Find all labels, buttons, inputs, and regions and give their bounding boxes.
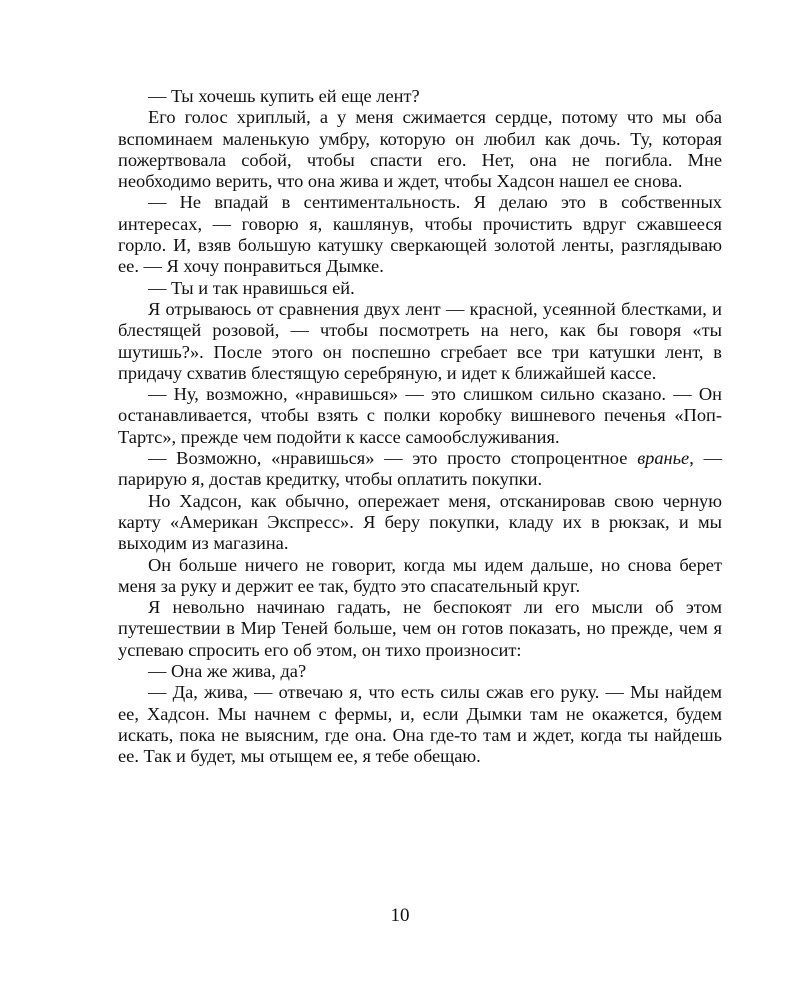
paragraph: — Ты и так нравишься ей.	[148, 277, 355, 298]
paragraph-text: — Возможно, «нравишься» — это просто стопроцентное	[148, 448, 638, 469]
paragraph: — Не впадай в сентиментальность. Я делаю это в собственных интересах, — говорю я, кашлянув, чтобы прочистить вдруг сжавшееся горло. И, взяв большую катушку сверкающей золотой ленты, разглядываю ее. — Я хочу понравиться Дымке.	[118, 192, 722, 277]
paragraph: Но Хадсон, как обычно, опережает меня, отсканировав свою черную карту «Американ Экспресс». Я беру покупки, кладу их в рюкзак, и мы выходим из магазина.	[118, 490, 722, 554]
page-body	[118, 86, 722, 768]
paragraph: — Ну, возможно, «нравишься» — это слишком сильно сказано. — Он останавливается, чтобы взять с полки коробку вишневого печенья «Поп-Тартс», прежде чем подойти к кассе самообслуживания.	[118, 384, 722, 447]
paragraph-text: , — парирую я, достав кредитку, чтобы оплатить покупки.	[118, 448, 722, 490]
paragraph: Он больше ничего не говорит, когда мы идем дальше, но снова берет меня за руку и держит ее так, будто это спасательный круг.	[118, 554, 722, 596]
italic-word: вранье	[637, 448, 690, 469]
paragraph: — Ты хочешь купить ей еще лент?	[148, 86, 420, 106]
paragraph: Я невольно начинаю гадать, не беспокоят ли его мысли об этом путешествии в Мир Теней больше, чем он готов показать, но прежде, чем я успеваю спросить его об этом, он тихо произносит:	[118, 597, 722, 660]
paragraph: Я отрываюсь от сравнения двух лент — красной, усеянной блестками, и блестящей розовой, — чтобы посмотреть на него, как бы говоря «ты шутишь?». После этого он поспешно сгребает все три катушки лент, в придачу схватив блестящую серебряную, и идет к ближайшей кассе.	[118, 298, 722, 383]
paragraph: Его голос хриплый, а у меня сжимается сердце, потому что мы оба вспоминаем маленькую умбру, которую он любил как дочь. Ту, которая пожертвовала собой, чтобы спасти его. Нет, она не погибла. Мне необходимо верить, что она жива и ждет, чтобы Хадсон нашел ее снова.	[118, 107, 722, 192]
paragraph: — Она же жива, да?	[148, 661, 307, 682]
page-number: 10	[390, 905, 410, 926]
paragraph	[118, 448, 722, 491]
paragraph: — Да, жива, — отвечаю я, что есть силы сжав его руку. — Мы найдем ее, Хадсон. Мы начнем с фермы, и, если Дымки там не окажется, будем искать, пока не выясним, где она. Она где-то там и ждет, когда ты найдешь ее. Так и будет, мы отыщем ее, я тебе обещаю.	[118, 682, 722, 767]
